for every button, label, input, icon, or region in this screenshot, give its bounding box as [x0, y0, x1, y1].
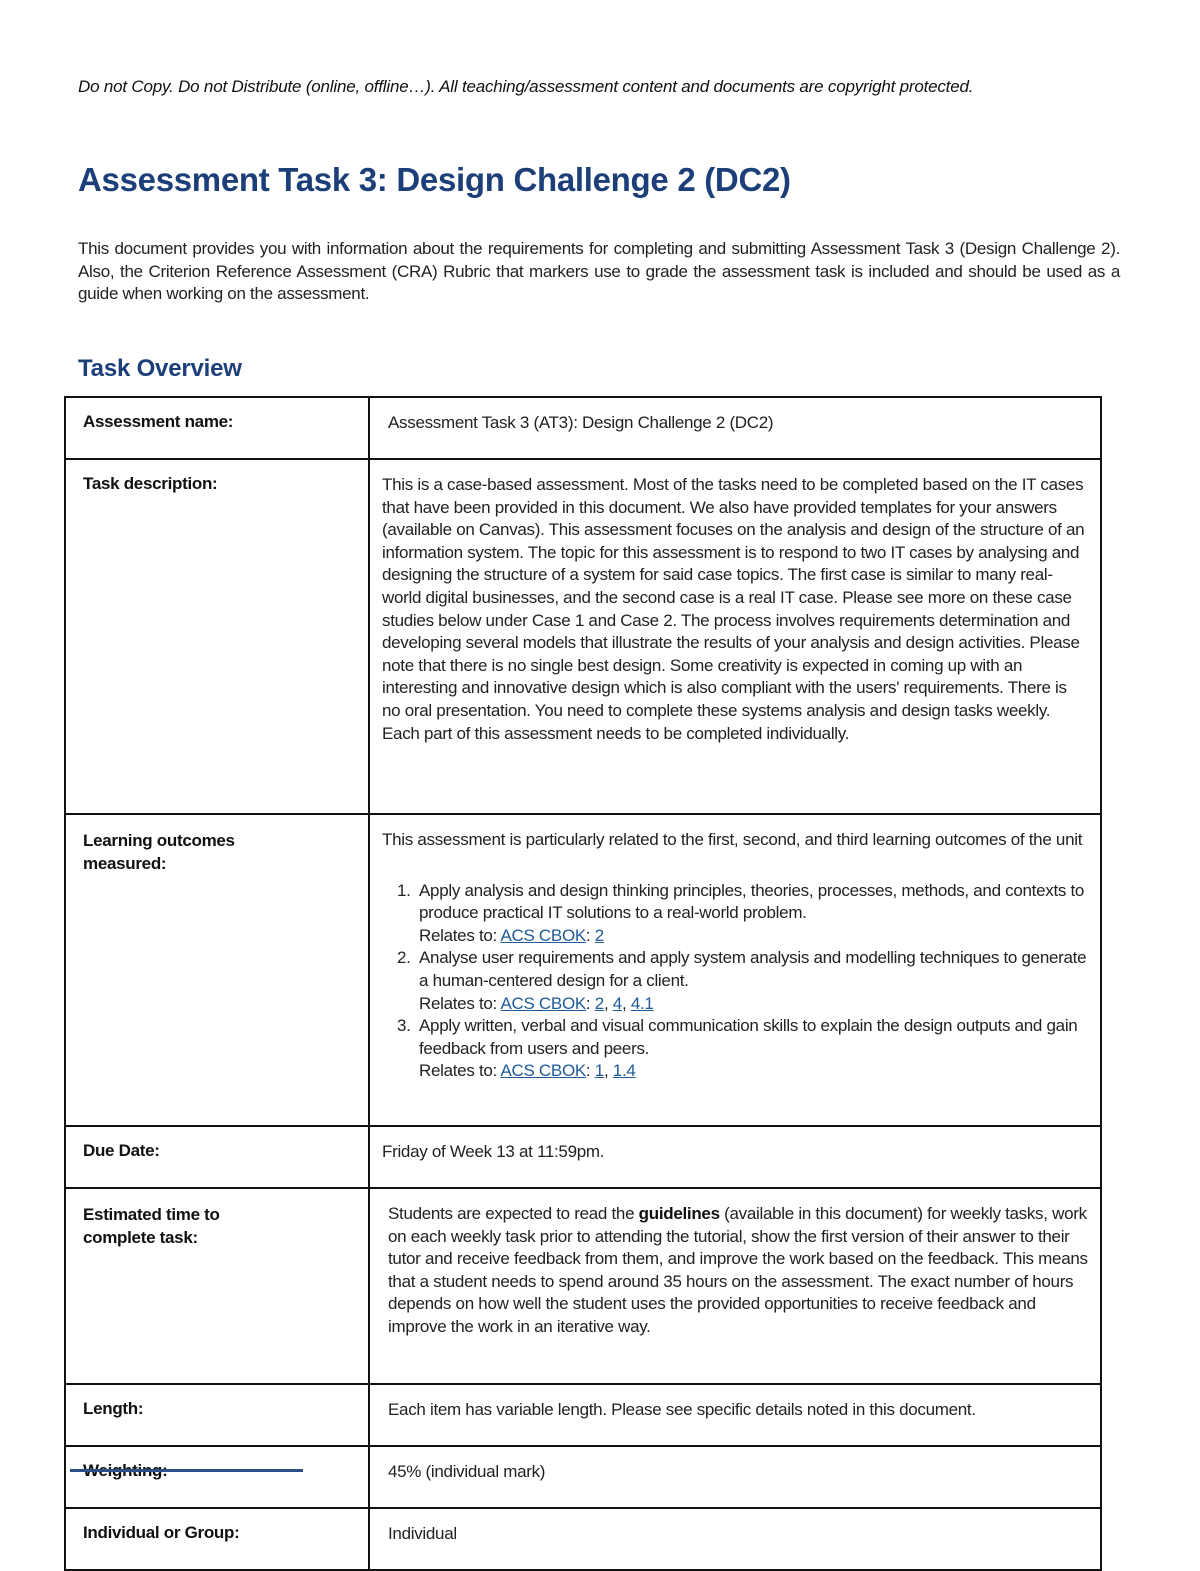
table-row-length	[65, 1384, 1101, 1446]
row-label: Individual or Group:	[65, 1508, 369, 1570]
cbok-ref-link[interactable]: 1.4	[612, 1061, 636, 1081]
cbok-ref-link[interactable]: 4.1	[630, 993, 654, 1013]
table-row-estimated-time	[65, 1188, 1101, 1384]
learning-outcomes-intro: This assessment is particularly related to the first, second, and third learning outcomes of the unit	[382, 830, 1083, 849]
learning-outcomes-list	[382, 880, 1088, 1083]
relates-to: Relates to: ACS CBOK: 2, 4, 4.1	[419, 993, 654, 1013]
row-label: Due Date:	[65, 1126, 369, 1188]
row-label: Assessment name:	[65, 397, 369, 459]
row-value: Individual	[369, 1508, 1101, 1570]
row-value: Students are expected to read the guidelines (available in this document) for weekly tasks, work on each weekly task prior to attending the tutorial, show the first version of their answer to their tutor and receive feedback from them, and improve the work based on the feedback. This means that a student needs to spend around 35 hours on the assessment. The exact number of hours depends on how well the student uses the provided opportunities to receive feedback and improve the work in an iterative way.	[369, 1188, 1101, 1384]
guidelines-keyword: guidelines	[638, 1204, 720, 1223]
footnote-divider	[70, 1469, 303, 1472]
relates-to: Relates to: ACS CBOK: 1, 1.4	[419, 1061, 636, 1081]
row-label: Estimated time to complete task:	[65, 1188, 369, 1384]
cbok-ref-link[interactable]: 2	[594, 925, 604, 945]
row-value: Each item has variable length. Please see specific details noted in this document.	[369, 1384, 1101, 1446]
acs-cbok-link[interactable]: ACS CBOK	[500, 925, 586, 945]
cbok-ref-link[interactable]: 1	[594, 1061, 604, 1081]
list-item: 1. Apply analysis and design thinking principles, theories, processes, methods, and contexts to produce practical IT solutions to a real-world problem. Relates to: ACS CBOK: 2	[415, 880, 1088, 948]
row-label: Task description:	[65, 459, 369, 814]
page-title: Assessment Task 3: Design Challenge 2 (DC2)	[78, 161, 791, 198]
row-value: Friday of Week 13 at 11:59pm.	[369, 1126, 1101, 1188]
table-row-weighting	[65, 1446, 1101, 1508]
row-value	[369, 814, 1101, 1126]
intro-paragraph: This document provides you with information about the requirements for completing and submitting Assessment Task 3 (Design Challenge 2). Also, the Criterion Reference Assessment (CRA) Rubric that markers use to grade the assessment task is included and should be used as a guide when working on the assessment.	[78, 239, 1120, 303]
copyright-notice: Do not Copy. Do not Distribute (online, offline…). All teaching/assessment content and documents are copyright protected.	[78, 77, 974, 96]
section-title-task-overview: Task Overview	[78, 355, 242, 382]
table-row-due-date	[65, 1126, 1101, 1188]
row-label: Length:	[65, 1384, 369, 1446]
acs-cbok-link[interactable]: ACS CBOK	[500, 993, 586, 1013]
row-label: Learning outcomes measured:	[65, 814, 369, 1126]
cbok-ref-link[interactable]: 2	[594, 993, 604, 1013]
row-label	[65, 1446, 369, 1508]
acs-cbok-link[interactable]: ACS CBOK	[500, 1061, 586, 1081]
cbok-ref-link[interactable]: 4	[612, 993, 622, 1013]
row-value: 45% (individual mark)	[369, 1446, 1101, 1508]
table-row-task-description	[65, 459, 1101, 814]
list-item: 3. Apply written, verbal and visual communication skills to explain the design outputs and gain feedback from users and peers. Relates to: ACS CBOK: 1, 1.4	[415, 1015, 1088, 1083]
table-row-assessment-name	[65, 397, 1101, 459]
row-value: This is a case-based assessment. Most of the tasks need to be completed based on the IT cases that have been provided in this document. We also have provided templates for your answers (available on Canvas). This assessment focuses on the analysis and design of the structure of an information system. The topic for this assessment is to respond to two IT cases by analysing and designing the structure of a system for said case topics. The first case is similar to many real-world digital businesses, and the second case is a real IT case. Please see more on these case studies below under Case 1 and Case 2. The process involves requirements determination and developing several models that illustrate the results of your analysis and design activities. Please note that there is no single best design. Some creativity is expected in coming up with an interesting and innovative design which is also compliant with the users' requirements. There is no oral presentation. You need to complete these systems analysis and design tasks weekly. Each part of this assessment needs to be completed individually.	[369, 459, 1101, 814]
row-value: Assessment Task 3 (AT3): Design Challenge 2 (DC2)	[369, 397, 1101, 459]
relates-to: Relates to: ACS CBOK: 2	[419, 925, 604, 945]
task-overview-table	[64, 396, 1102, 1571]
table-row-learning-outcomes	[65, 814, 1101, 1126]
table-row-individual-or-group	[65, 1508, 1101, 1570]
list-item: 2. Analyse user requirements and apply system analysis and modelling techniques to generate a human-centered design for a client. Relates to: ACS CBOK: 2, 4, 4.1	[415, 947, 1088, 1015]
